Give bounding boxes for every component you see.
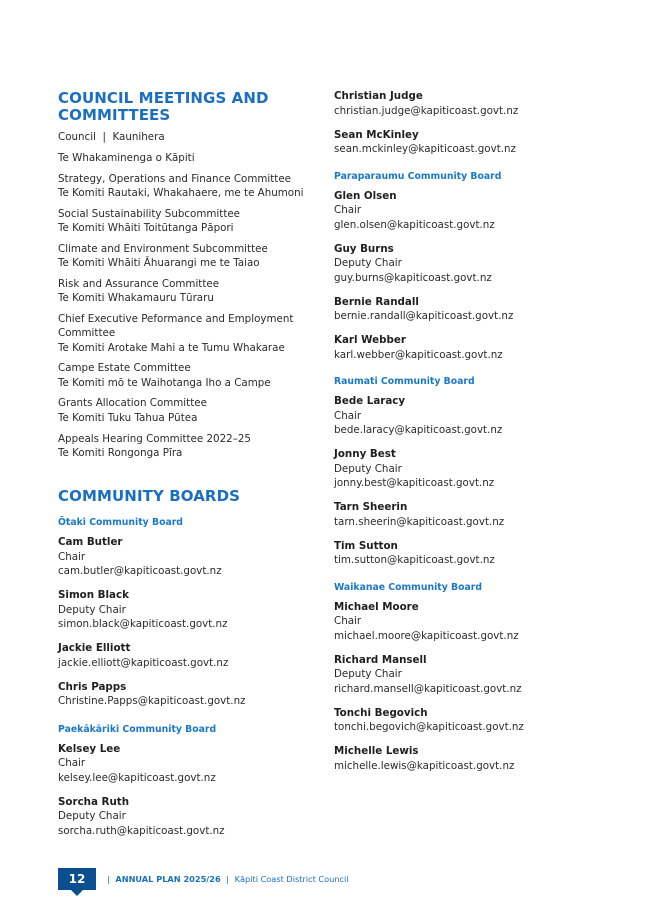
left-column bbox=[58, 90, 320, 848]
board-member bbox=[334, 89, 614, 118]
member-name: Kelsey Lee bbox=[58, 742, 121, 755]
member-email-link[interactable]: guy.burns@kapiticoast.govt.nz bbox=[334, 271, 492, 284]
member-name: Karl Webber bbox=[334, 334, 406, 346]
committee-english-name: Council | Kaunihera bbox=[58, 131, 165, 143]
committee-maori-name: Te Komiti Rautaki, Whakahaere, me te Ahumoni bbox=[58, 186, 304, 199]
committee-item bbox=[58, 312, 320, 355]
board-title-paekakariki: Paekākāriki Community Board bbox=[58, 723, 217, 735]
board-title-raumati: Raumati Community Board bbox=[334, 376, 475, 387]
member-name: Bede Laracy bbox=[334, 395, 406, 407]
member-name: Sean McKinley bbox=[334, 128, 419, 141]
member-email-link[interactable]: simon.black@kapiticoast.govt.nz bbox=[58, 618, 228, 631]
member-email-link[interactable]: Christine.Papps@kapiticoast.govt.nz bbox=[58, 695, 246, 708]
member-email-link[interactable]: tonchi.begovich@kapiticoast.govt.nz bbox=[334, 721, 524, 733]
board-title-waikanae: Waikanae Community Board bbox=[334, 581, 483, 593]
board-member bbox=[334, 706, 614, 735]
board-member bbox=[334, 744, 614, 773]
member-email-link[interactable]: cam.butler@kapiticoast.govt.nz bbox=[58, 565, 222, 578]
member-email-link[interactable]: glen.olsen@kapiticoast.govt.nz bbox=[334, 218, 495, 231]
committee-maori-name: Te Komiti Whāiti Āhuarangi me te Taiao bbox=[58, 257, 260, 270]
member-role: Deputy Chair bbox=[58, 810, 126, 823]
board-member bbox=[334, 653, 614, 697]
board-member bbox=[58, 641, 320, 670]
member-name: Christian Judge bbox=[334, 90, 423, 102]
member-role: Chair bbox=[334, 615, 362, 627]
member-email-link[interactable]: sean.mckinley@kapiticoast.govt.nz bbox=[334, 143, 516, 155]
board-title-paraparaumu: Paraparaumu Community Board bbox=[334, 170, 502, 182]
community-boards-heading: COMMUNITY BOARDS bbox=[58, 487, 241, 506]
member-email-link[interactable]: christian.judge@kapiticoast.govt.nz bbox=[334, 104, 519, 117]
board-member bbox=[334, 189, 614, 233]
page-number-tab bbox=[58, 868, 96, 890]
member-name: Simon Black bbox=[58, 589, 129, 602]
committee-english-name: Appeals Hearing Committee 2022–25 bbox=[58, 432, 251, 445]
member-name: Tonchi Begovich bbox=[334, 706, 428, 719]
committee-item bbox=[58, 432, 320, 461]
member-email-link[interactable]: tim.sutton@kapiticoast.govt.nz bbox=[334, 554, 495, 566]
footer-separator: | bbox=[107, 874, 110, 884]
member-email-link[interactable]: bede.laracy@kapiticoast.govt.nz bbox=[334, 424, 503, 436]
board-member bbox=[334, 539, 614, 568]
committee-english-name: Campe Estate Committee bbox=[58, 362, 191, 375]
member-email-link[interactable]: karl.webber@kapiticoast.govt.nz bbox=[334, 348, 503, 361]
committee-maori-name: Te Komiti Tuku Tahua Pūtea bbox=[58, 411, 198, 424]
member-email-link[interactable]: jackie.elliott@kapiticoast.govt.nz bbox=[58, 656, 229, 669]
member-name: Cam Butler bbox=[58, 536, 123, 549]
member-role: Chair bbox=[334, 204, 362, 216]
member-role: Chair bbox=[334, 409, 362, 422]
member-role: Chair bbox=[58, 757, 86, 770]
committee-item bbox=[58, 361, 320, 390]
committee-item bbox=[58, 130, 320, 144]
board-member bbox=[334, 447, 614, 491]
committee-english-name: Strategy, Operations and Finance Committee bbox=[58, 172, 292, 185]
board-member bbox=[334, 600, 614, 644]
board-member bbox=[334, 394, 614, 438]
member-name: Michael Moore bbox=[334, 600, 419, 613]
member-name: Jonny Best bbox=[334, 448, 396, 460]
member-name: Bernie Randall bbox=[334, 295, 419, 308]
committee-english-name: Risk and Assurance Committee bbox=[58, 277, 220, 290]
committee-english-name: Climate and Environment Subcommittee bbox=[58, 242, 268, 255]
right-column bbox=[334, 89, 614, 783]
board-member bbox=[334, 500, 614, 529]
committee-english-name: Chief Executive Peformance and Employment Committee bbox=[58, 312, 294, 340]
footer-council-name: Kāpiti Coast District Council bbox=[234, 874, 349, 884]
footer-separator: | bbox=[226, 874, 230, 884]
footer-text bbox=[104, 874, 349, 884]
member-name: Glen Olsen bbox=[334, 189, 397, 202]
committee-maori-name: Te Komiti Arotake Mahi a te Tumu Whakarae bbox=[58, 341, 285, 354]
page-footer bbox=[58, 866, 349, 892]
member-role: Deputy Chair bbox=[334, 668, 402, 680]
board-member bbox=[58, 795, 320, 839]
member-email-link[interactable]: kelsey.lee@kapiticoast.govt.nz bbox=[58, 771, 216, 784]
committee-item bbox=[58, 151, 320, 165]
committee-item bbox=[58, 396, 320, 425]
committee-english-name: Social Sustainability Subcommittee bbox=[58, 207, 241, 220]
council-meetings-heading: COUNCIL MEETINGS AND COMMITTEES bbox=[58, 89, 269, 124]
board-title-otaki: Ōtaki Community Board bbox=[58, 517, 183, 529]
member-role: Deputy Chair bbox=[58, 603, 126, 616]
member-role: Deputy Chair bbox=[334, 462, 402, 475]
committee-maori-name: Te Komiti Whāiti Toitūtanga Pāpori bbox=[58, 221, 234, 234]
member-name: Richard Mansell bbox=[334, 653, 427, 666]
member-role: Chair bbox=[58, 550, 86, 563]
board-member bbox=[58, 588, 320, 632]
committee-item bbox=[58, 172, 320, 201]
committee-item bbox=[58, 277, 320, 306]
member-name: Jackie Elliott bbox=[58, 642, 131, 655]
member-name: Sorcha Ruth bbox=[58, 795, 130, 808]
committee-item bbox=[58, 242, 320, 271]
committee-maori-name: Te Komiti mō te Waihotanga Iho a Campe bbox=[58, 376, 271, 389]
member-name: Michelle Lewis bbox=[334, 745, 419, 757]
member-email-link[interactable]: jonny.best@kapiticoast.govt.nz bbox=[334, 477, 495, 489]
committee-english-name: Grants Allocation Committee bbox=[58, 397, 207, 410]
board-member bbox=[334, 128, 614, 157]
member-email-link[interactable]: michael.moore@kapiticoast.govt.nz bbox=[334, 629, 519, 642]
page-number: 12 bbox=[68, 872, 86, 886]
committee-maori-name: Te Komiti Rongonga Pīra bbox=[58, 446, 183, 459]
member-email-link[interactable]: tarn.sheerin@kapiticoast.govt.nz bbox=[334, 515, 505, 528]
member-email-link[interactable]: michelle.lewis@kapiticoast.govt.nz bbox=[334, 759, 515, 772]
member-name: Tim Sutton bbox=[334, 539, 398, 552]
member-name: Tarn Sheerin bbox=[334, 501, 408, 513]
committee-item bbox=[58, 207, 320, 236]
board-member bbox=[334, 242, 614, 286]
footer-plan-title: ANNUAL PLAN 2025/26 bbox=[115, 874, 221, 884]
board-member bbox=[334, 333, 614, 362]
board-member bbox=[58, 535, 320, 579]
board-member bbox=[58, 742, 320, 786]
member-email-link[interactable]: sorcha.ruth@kapiticoast.govt.nz bbox=[58, 824, 225, 837]
committee-maori-name: Te Komiti Whakamauru Tūraru bbox=[58, 292, 214, 305]
committee-english-name: Te Whakaminenga o Kāpiti bbox=[58, 151, 195, 164]
member-email-link[interactable]: bernie.randall@kapiticoast.govt.nz bbox=[334, 310, 514, 322]
member-name: Chris Papps bbox=[58, 680, 127, 693]
board-member bbox=[334, 295, 614, 324]
member-name: Guy Burns bbox=[334, 242, 394, 255]
member-email-link[interactable]: richard.mansell@kapiticoast.govt.nz bbox=[334, 682, 522, 695]
board-member bbox=[58, 680, 320, 709]
member-role: Deputy Chair bbox=[334, 257, 402, 269]
